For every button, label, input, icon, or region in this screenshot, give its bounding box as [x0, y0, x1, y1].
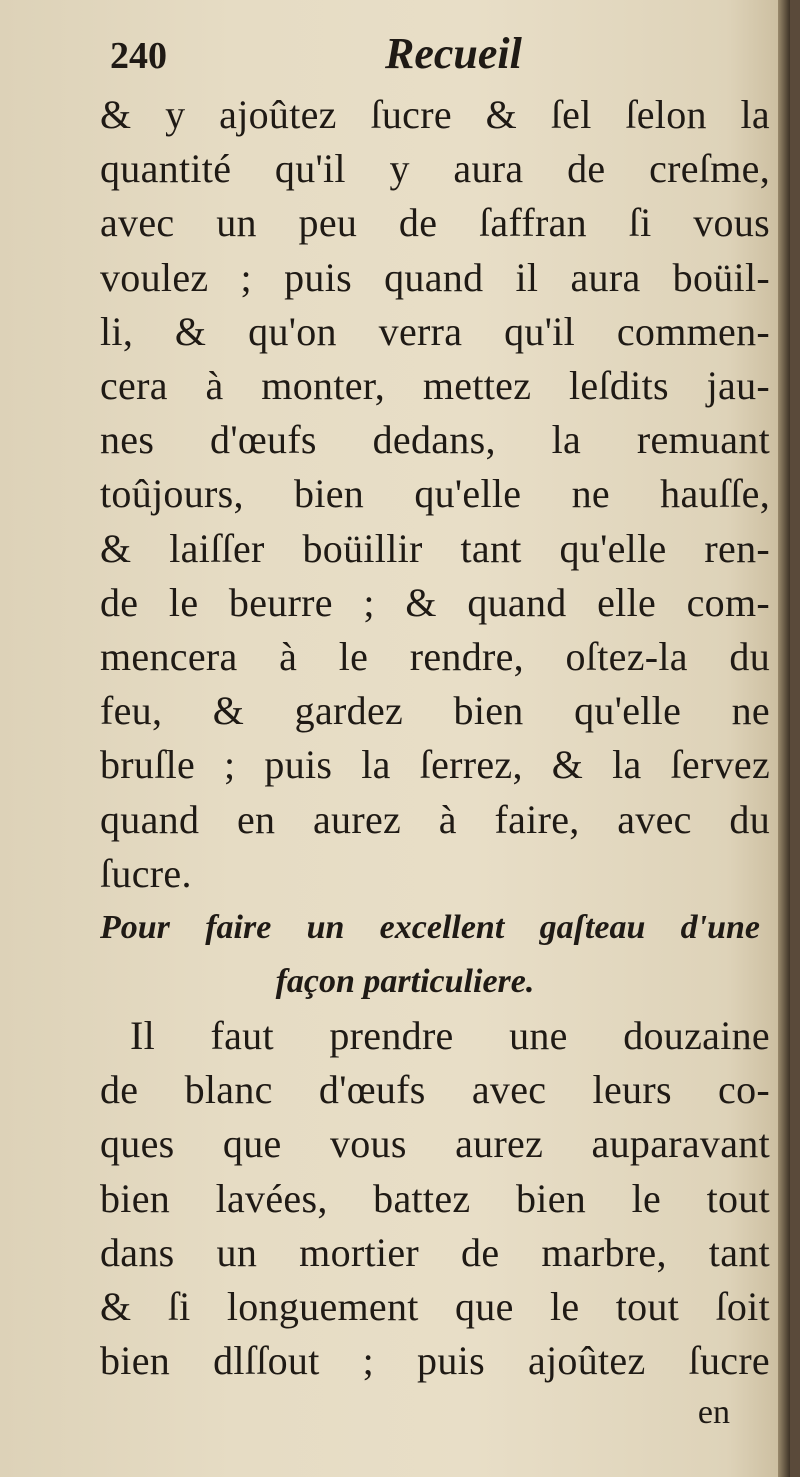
text-line: ques que vous aurez auparavant [100, 1121, 770, 1167]
text-line: & laiſſer boüillir tant qu'elle ren- [100, 525, 770, 571]
text-line: nes d'œufs dedans, la remuant [100, 417, 770, 463]
text-line: bruſle ; puis la ſerrez, & la ſervez [100, 742, 770, 788]
catchword: en [697, 1394, 730, 1432]
text-line: feu, & gardez bien qu'elle ne [100, 688, 770, 734]
text-line: mencera à le rendre, oſtez-la du [100, 634, 770, 680]
section-title-line: Pour faire un excellent gaſteau d'une [100, 909, 760, 947]
text-line: de blanc d'œufs avec leurs co- [100, 1067, 770, 1113]
text-line: cera à monter, mettez leſdits jau- [100, 363, 770, 409]
text-block [100, 28, 770, 1438]
text-line: bien lavées, battez bien le tout [100, 1175, 770, 1221]
text-line: ſucre. [100, 850, 192, 896]
text-line: quantité qu'il y aura de creſme, [100, 146, 770, 192]
second-paragraph [100, 1009, 770, 1388]
text-line: toûjours, bien qu'elle ne hauſſe, [100, 471, 770, 517]
page-edge [778, 0, 790, 1477]
text-line: Il faut prendre une douzaine [130, 1013, 770, 1059]
text-line: avec un peu de ſaffran ſi vous [100, 200, 770, 246]
page-header [100, 28, 770, 88]
text-line: bien dlſſout ; puis ajoûtez ſucre [100, 1338, 770, 1384]
section-title [100, 901, 770, 1009]
page-number: 240 [110, 35, 167, 77]
text-line: voulez ; puis quand il aura boüil- [100, 254, 770, 300]
first-paragraph [100, 88, 770, 901]
text-line: li, & qu'on verra qu'il commen- [100, 308, 770, 354]
running-head: Recueil [385, 29, 522, 78]
text-line: dans un mortier de marbre, tant [100, 1229, 770, 1275]
text-line: & ſi longuement que le tout ſoit [100, 1284, 770, 1330]
text-line: de le beurre ; & quand elle com- [100, 579, 770, 625]
text-line: & y ajoûtez ſucre & ſel ſelon la [100, 92, 770, 137]
text-line: quand en aurez à faire, avec du [100, 796, 770, 842]
section-title-line: façon particuliere. [275, 963, 535, 1001]
